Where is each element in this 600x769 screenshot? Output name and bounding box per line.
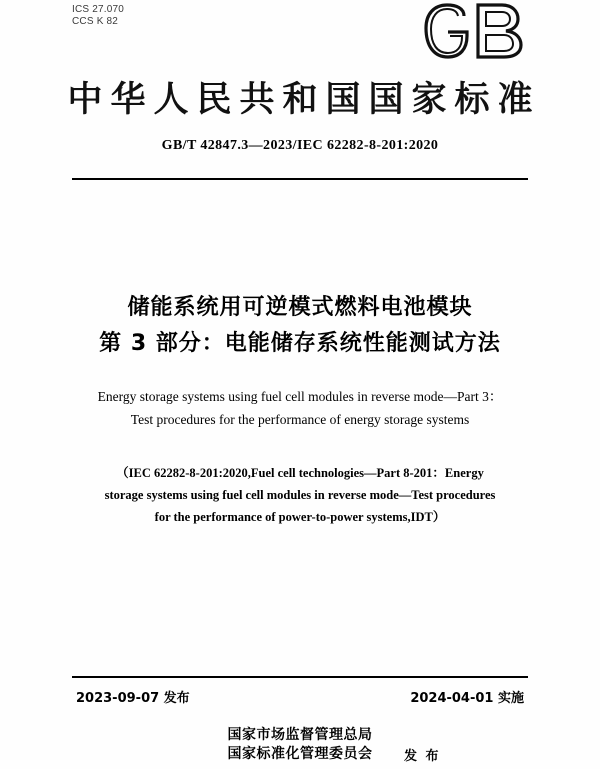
issue-label: 发 布	[404, 749, 441, 764]
issuer-line-1: 国家市场监督管理总局	[227, 727, 373, 743]
ccs-code: CCS K 82	[72, 16, 119, 27]
idt-note-line-2: storage systems using fuel cell modules in reverse mode—Test procedures	[104, 488, 496, 502]
idt-note-line-3: for the performance of power-to-power systems,IDT）	[154, 510, 446, 524]
main-title-line-2: 第 3 部分：电能储存系统性能测试方法	[99, 331, 501, 356]
issuing-authorities	[0, 726, 600, 764]
effective-date: 2024-04-01 实施	[410, 691, 524, 706]
divider-top	[72, 178, 528, 180]
english-title-line-1: Energy storage systems using fuel cell modules in reverse mode—Part 3：	[97, 389, 503, 404]
english-title-line-2: Test procedures for the performance of energy storage systems	[130, 412, 470, 427]
main-title-line-1: 储能系统用可逆模式燃料电池模块	[127, 295, 473, 320]
issuer-line-2: 国家标准化管理委员会	[227, 746, 373, 762]
ics-code: ICS 27.070	[72, 4, 125, 15]
gb-logo	[420, 2, 530, 64]
standard-number: GB/T 42847.3—2023/IEC 62282-8-201:2020	[161, 138, 439, 153]
page-title: 中华人民共和国国家标准	[67, 80, 541, 120]
document-main-title	[0, 290, 600, 362]
standard-classification-meta	[72, 4, 124, 28]
idt-note-line-1: （IEC 62282-8-201:2020,Fuel cell technologies—Part 8-201：Energy	[116, 466, 484, 480]
idt-equivalence-note	[78, 462, 522, 528]
divider-bottom	[72, 676, 528, 678]
issue-date: 2023-09-07 发布	[76, 691, 190, 706]
document-english-title	[60, 385, 540, 431]
